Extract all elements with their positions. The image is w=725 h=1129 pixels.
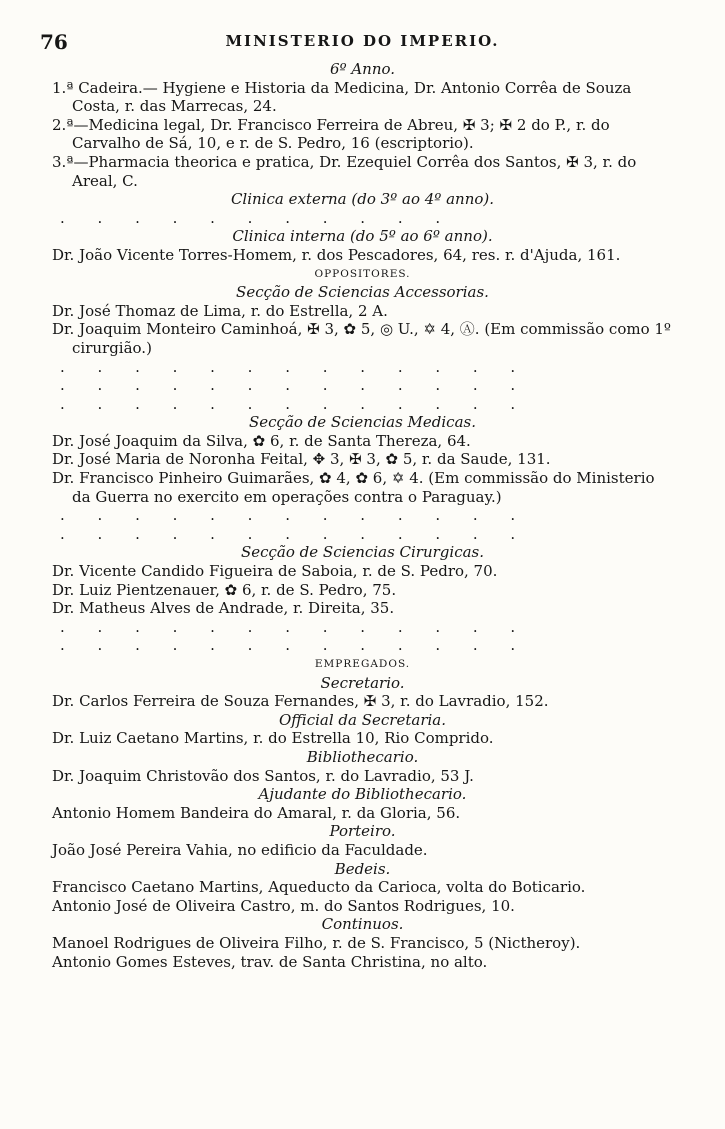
employee-entry: Dr. Joaquim Christovão dos Santos, r. do Lavradio, 53 J.	[52, 766, 474, 785]
employee-entry: João José Pereira Vahia, no edificio da Faculdade.	[52, 840, 428, 859]
porter-heading: Porteiro.	[329, 822, 396, 841]
employee-entry: Antonio Homem Bandeira do Amaral, r. da Gloria, 56.	[52, 803, 461, 822]
dotted-leader: . . . . . . . . . . . . .	[60, 506, 530, 525]
opponent-entry: Dr. Vicente Candido Figueira de Saboia, r. de S. Pedro, 70.	[52, 562, 498, 581]
external-clinic-heading: Clinica externa (do 3º ao 4º anno).	[230, 190, 495, 209]
page-header	[40, 30, 685, 56]
dotted-leader: . . . . . . . . . . . . .	[60, 636, 530, 655]
internal-clinic-heading: Clinica interna (do 5º ao 6º anno).	[232, 227, 493, 246]
surgical-sciences-heading: Secção de Sciencias Cirurgicas.	[240, 543, 485, 562]
opponent-entry: Dr. Joaquim Monteiro Caminhoá, ✠ 3, ✿ 5, ◎ U., ✡ 4, Ⓐ. (Em commissão como 1º cirurgião.)	[52, 320, 671, 357]
employee-entry: Dr. Luiz Caetano Martins, r. do Estrella 10, Rio Comprido.	[52, 729, 494, 748]
employees-heading: EMPREGADOS.	[314, 658, 411, 670]
opponent-entry: Dr. José Joaquim da Silva, ✿ 6, r. de Santa Thereza, 64.	[52, 431, 471, 450]
employee-entry: Antonio Gomes Esteves, trav. de Santa Christina, no alto.	[52, 952, 488, 971]
opponent-entry: Dr. Francisco Pinheiro Guimarães, ✿ 4, ✿ 6, ✡ 4. (Em commissão do Ministerio da Guerra no exercito em operações contra o Paraguay.)	[52, 469, 655, 506]
opponent-entry: Dr. José Thomaz de Lima, r. do Estrella, 2 A.	[52, 301, 388, 320]
internal-clinic-person: Dr. João Vicente Torres-Homem, r. dos Pescadores, 64, res. r. d'Ajuda, 161.	[52, 245, 621, 264]
employee-entry: Antonio José de Oliveira Castro, m. do Santos Rodrigues, 10.	[52, 896, 515, 915]
opponent-entry: Dr. Matheus Alves de Andrade, r. Direita, 35.	[52, 599, 395, 618]
opponents-heading: OPPOSITORES.	[314, 267, 411, 280]
opponent-entry: Dr. Luiz Pientzenauer, ✿ 6, r. de S. Pedro, 75.	[52, 580, 397, 599]
page-body	[52, 60, 673, 971]
dotted-leader: . . . . . . . . . . . . .	[60, 357, 530, 376]
attendants-heading: Continuos.	[321, 915, 404, 934]
running-title: MINISTERIO DO IMPERIO.	[225, 32, 500, 50]
employee-entry: Dr. Carlos Ferreira de Souza Fernandes, ✠ 3, r. do Lavradio, 152.	[52, 692, 549, 711]
librarian-heading: Bibliothecario.	[306, 747, 419, 766]
beadles-heading: Bedeis.	[334, 859, 391, 878]
officer-heading: Official da Secretaria.	[279, 710, 446, 729]
dotted-leader: . . . . . . . . . . . . .	[60, 376, 530, 395]
secretary-heading: Secretario.	[320, 673, 405, 692]
chair-entry: 2.ª—Medicina legal, Dr. Francisco Ferreira de Abreu, ✠ 3; ✠ 2 do P., r. do Carvalho de Sá, 10, e r. de S. Pedro, 16 (escriptorio).	[52, 115, 610, 153]
medical-sciences-heading: Secção de Sciencias Medicas.	[248, 413, 476, 432]
employee-entry: Francisco Caetano Martins, Aqueducto da Carioca, volta do Boticario.	[52, 878, 586, 897]
accessory-sciences-heading: Secção de Sciencias Accessorias.	[236, 283, 489, 302]
dotted-leader: . . . . . . . . . . . . .	[60, 617, 530, 636]
chair-entry: 1.ª Cadeira.— Hygiene e Historia da Medicina, Dr. Antonio Corrêa de Souza Costa, r. das Marrecas, 24.	[52, 78, 632, 116]
sixth-year-heading: 6º Anno.	[329, 60, 396, 78]
dotted-leader: . . . . . . . . . . . . .	[60, 394, 530, 413]
opponent-entry: Dr. José Maria de Noronha Feital, ✥ 3, ✠ 3, ✿ 5, r. da Saude, 131.	[52, 450, 551, 469]
chair-entry: 3.ª—Pharmacia theorica e pratica, Dr. Ezequiel Corrêa dos Santos, ✠ 3, r. do Areal, C.	[52, 152, 637, 190]
page-number: 76	[40, 30, 68, 54]
employee-entry: Manoel Rodrigues de Oliveira Filho, r. de S. Francisco, 5 (Nictheroy).	[52, 933, 581, 952]
dotted-leader: . . . . . . . . . . .	[60, 208, 455, 227]
assistant-librarian-heading: Ajudante do Bibliothecario.	[258, 785, 467, 804]
dotted-leader: . . . . . . . . . . . . .	[60, 524, 530, 543]
